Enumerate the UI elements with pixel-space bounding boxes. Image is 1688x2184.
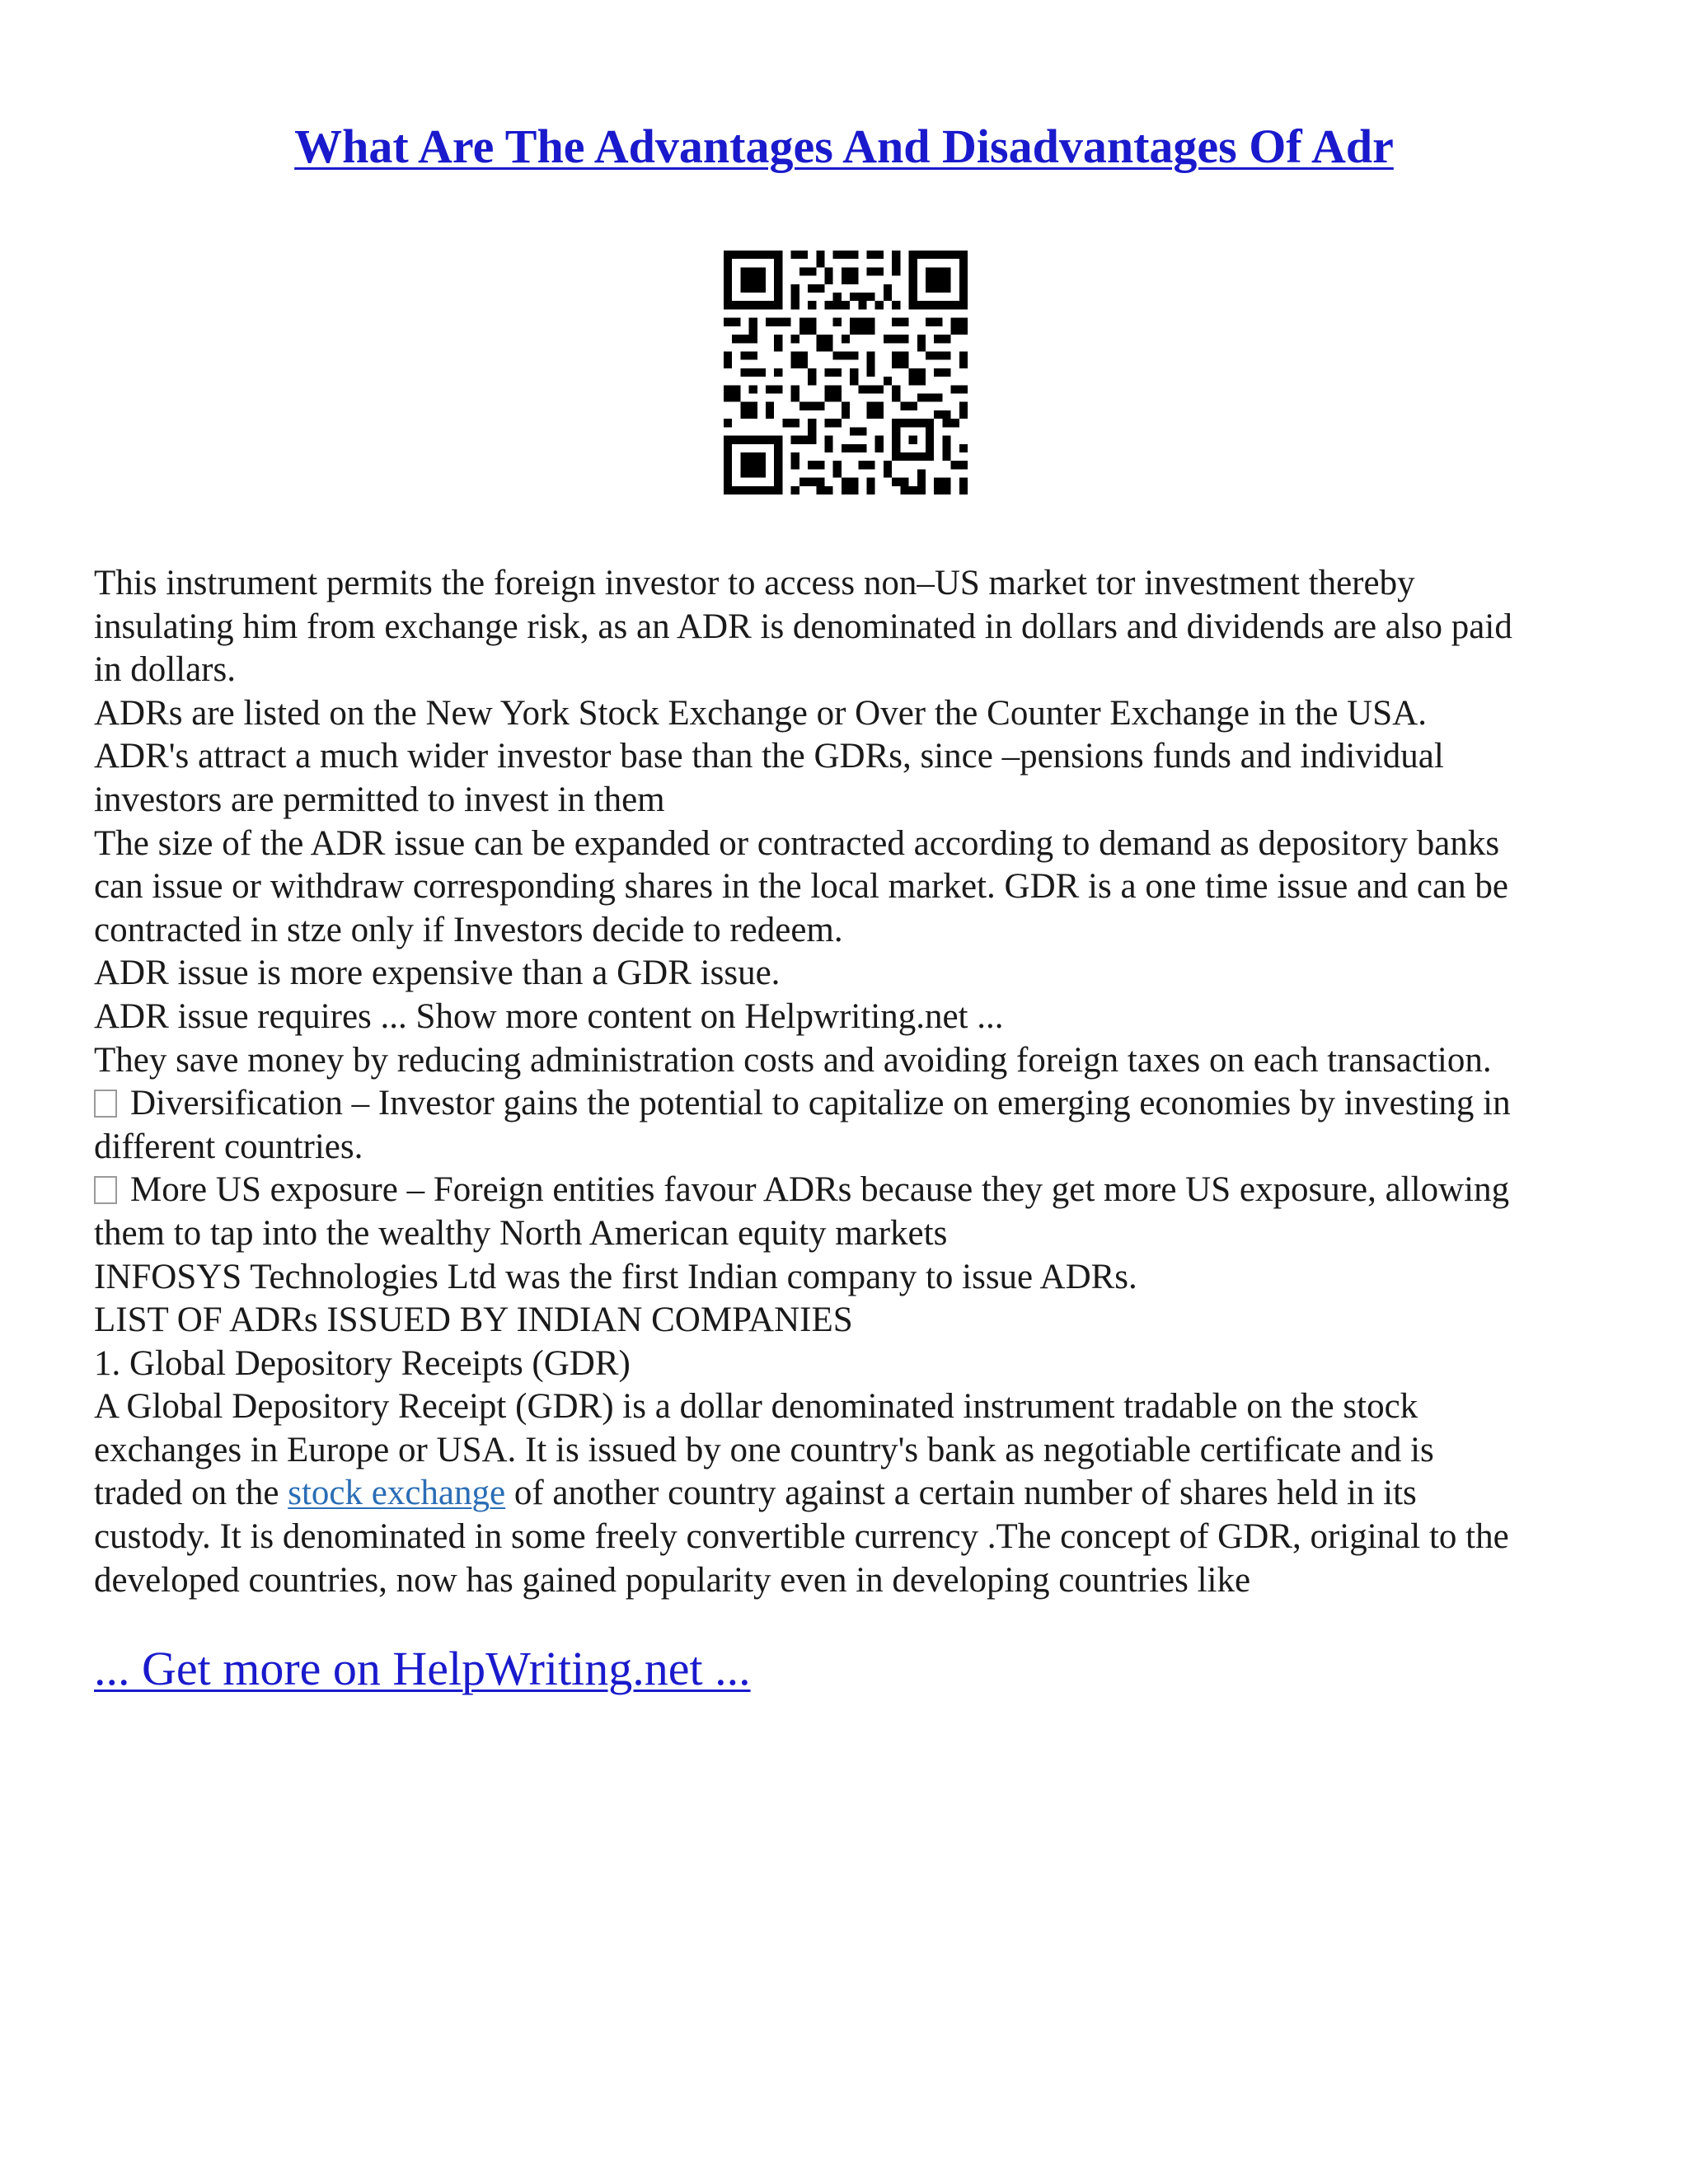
text-line: them to tap into the wealthy North American equity markets [94,1213,948,1253]
stock-exchange-link[interactable]: stock exchange [288,1474,506,1513]
text-line: INFOSYS Technologies Ltd was the first Indian company to issue ADRs. [94,1257,1137,1296]
title-link[interactable]: What Are The Advantages And Disadvantages Of Adr [294,120,1394,173]
text-line: investors are permitted to invest in them [94,780,665,819]
text-line: ADR issue is more expensive than a GDR issue. [94,954,781,993]
qr-code-graphic [724,251,968,494]
text-line: developed countries, now has gained popularity even in developing countries like [94,1560,1251,1600]
text-line: different countries. [94,1127,363,1166]
bullet-text: Diversification – Investor gains the potential to capitalize on emerging economies by investing in [130,1084,1511,1123]
text-line: in dollars. [94,650,236,690]
get-more-link[interactable]: ... Get more on HelpWriting.net ... [94,1642,751,1695]
text-line: 1. Global Depository Receipts (GDR) [94,1343,631,1383]
missing-glyph-box-icon [94,1176,117,1204]
text-line: insulating him from exchange risk, as an ADR is denominated in dollars and dividends are also paid [94,607,1512,646]
missing-glyph-box-icon [94,1090,117,1118]
text-line-with-link [94,1472,1602,1516]
bullet-line [94,1169,1602,1212]
text-line: custody. It is denominated in some freely convertible currency .The concept of GDR, original to the [94,1517,1509,1557]
text-segment: of another country against a certain number of shares held in its [505,1474,1417,1513]
bullet-text: More US exposure – Foreign entities favour ADRs because they get more US exposure, allowing [130,1170,1510,1210]
text-line: LIST OF ADRs ISSUED BY INDIAN COMPANIES [94,1301,853,1340]
article-body [94,562,1602,1602]
qr-code [724,251,968,494]
text-line: ADRs are listed on the New York Stock Exchange or Over the Counter Exchange in the USA. [94,693,1427,733]
text-line: This instrument permits the foreign investor to access non–US market tor investment thereby [94,564,1415,602]
get-more-paragraph [94,1640,751,1698]
text-line: exchanges in Europe or USA. It is issued by one country's bank as negotiable certificate and is [94,1430,1434,1469]
text-line: A Global Depository Receipt (GDR) is a dollar denominated instrument tradable on the stock [94,1387,1418,1427]
bullet-line [94,1082,1602,1126]
page-title [0,115,1688,178]
text-line: ADR's attract a much wider investor base than the GDRs, since –pensions funds and individual [94,737,1444,776]
text-segment: traded on the [94,1474,288,1513]
text-line: The size of the ADR issue can be expanded or contracted according to demand as depository banks [94,823,1500,863]
text-line: can issue or withdraw corresponding shares in the local market. GDR is a one time issue and can be [94,867,1508,907]
text-line: ADR issue requires ... Show more content on Helpwriting.net ... [94,996,1004,1036]
text-line: They save money by reducing administration costs and avoiding foreign taxes on each transaction. [94,1040,1492,1080]
text-line: contracted in stze only if Investors decide to redeem. [94,910,843,949]
